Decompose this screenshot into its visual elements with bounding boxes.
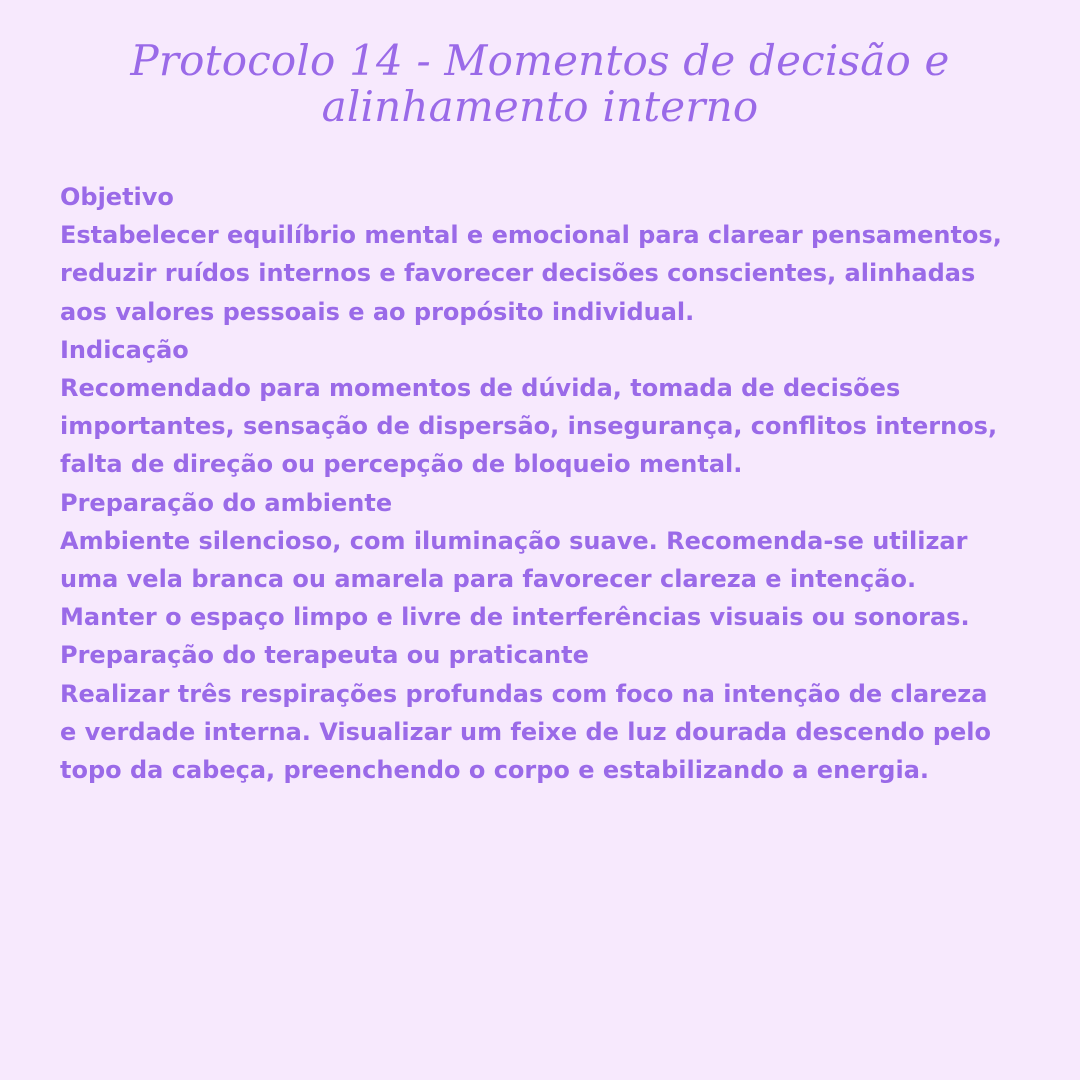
section-text-line: Recomendado para momentos de dúvida, tomada de decisões [60,374,901,403]
section-text-line: falta de direção ou percepção de bloqueio mental. [60,450,743,479]
section-objetivo [60,178,1050,331]
title-line-2: alinhamento interno [321,82,759,131]
section-text-line: Ambiente silencioso, com iluminação suave. Recomenda-se utilizar [60,526,968,555]
title-line-1: Protocolo 14 - Momentos de decisão e [130,36,950,85]
protocol-content [60,178,1050,789]
section-heading: Indicação [60,335,189,364]
section-text-line: e verdade interna. Visualizar um feixe de luz dourada descendo pelo [60,717,991,746]
section-heading: Objetivo [60,183,174,211]
section-text-line: Realizar três respirações profundas com foco na intenção de clareza [60,679,988,708]
section-preparacao-terapeuta [60,636,1050,789]
section-indicacao [60,331,1050,484]
section-text-line: uma vela branca ou amarela para favorecer clareza e intenção. [60,565,917,594]
section-heading: Preparação do terapeuta ou praticante [60,641,589,670]
section-preparacao-ambiente [60,484,1050,637]
section-text-line: Manter o espaço limpo e livre de interferências visuais ou sonoras. [60,603,970,632]
section-text-line: topo da cabeça, preenchendo o corpo e estabilizando a energia. [60,756,930,785]
section-text-line: aos valores pessoais e ao propósito individual. [60,297,695,326]
section-heading: Preparação do ambiente [60,488,393,517]
section-text-line: Estabelecer equilíbrio mental e emocional para clarear pensamentos, [60,221,1002,250]
section-text-line: importantes, sensação de dispersão, insegurança, conflitos internos, [60,412,998,441]
page-title [60,38,1020,130]
section-text-line: reduzir ruídos internos e favorecer decisões conscientes, alinhadas [60,259,976,288]
